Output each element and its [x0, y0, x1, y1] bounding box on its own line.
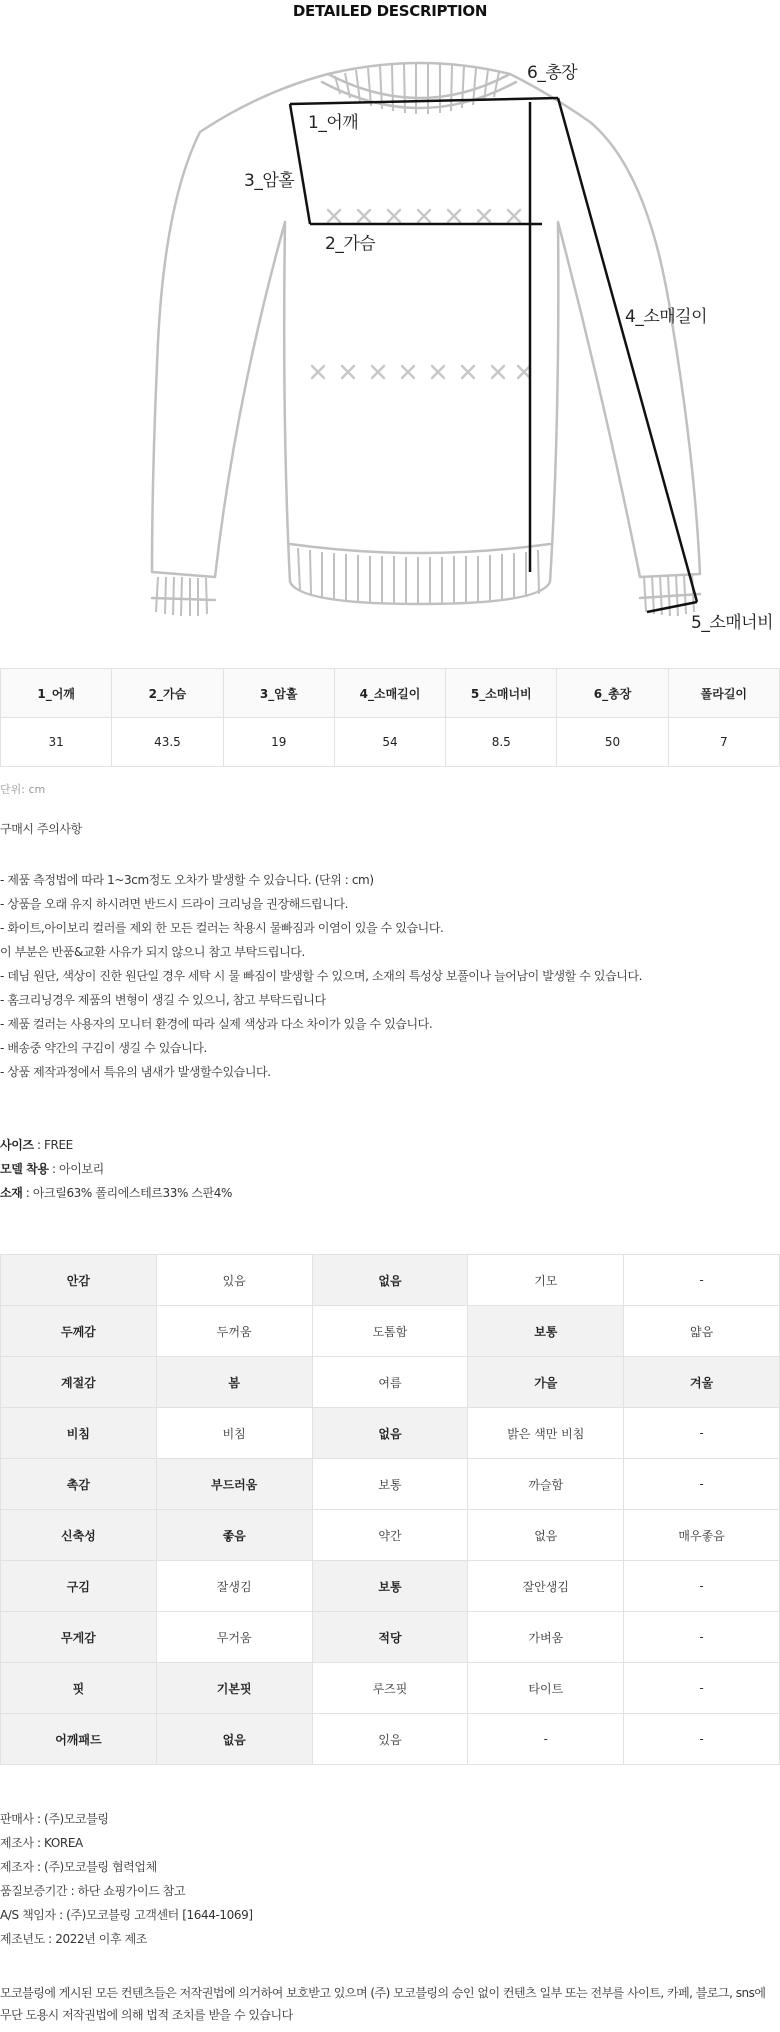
spec-material-value: : 아크릴63% 폴리에스테르33% 스판4%: [22, 1186, 232, 1200]
seller-line: A/S 책임자 : (주)모코블링 고객센터 [1644-1069]: [0, 1908, 253, 1922]
attribute-option: -: [624, 1612, 780, 1663]
size-value-cell: 7: [668, 718, 779, 767]
attribute-name: 무게감: [1, 1612, 157, 1663]
sweater-illustration: [0, 22, 780, 657]
attribute-option: -: [624, 1663, 780, 1714]
size-value-cell: 31: [1, 718, 112, 767]
copyright-line: 무단 도용시 저작권법에 의해 법적 조치를 받을 수 있습니다: [0, 2008, 293, 2022]
attribute-name: 비침: [1, 1408, 157, 1459]
attribute-option: 가을: [468, 1357, 624, 1408]
size-value-cell: 50: [557, 718, 668, 767]
notice-line: - 상품을 오래 유지 하시려면 반드시 드라이 크리닝을 권장해드립니다.: [0, 897, 349, 911]
size-value-cell: 43.5: [112, 718, 223, 767]
armhole-line: [290, 104, 310, 224]
attribute-option: 루즈핏: [312, 1663, 468, 1714]
attribute-name: 신축성: [1, 1510, 157, 1561]
attribute-option: 까슬함: [468, 1459, 624, 1510]
attribute-option: 매우좋음: [624, 1510, 780, 1561]
copyright-notice: [0, 1982, 780, 2026]
attribute-option: -: [624, 1255, 780, 1306]
seller-line: 판매사 : (주)모코블링: [0, 1812, 109, 1826]
attribute-option: 없음: [156, 1714, 312, 1765]
attribute-row: [1, 1510, 780, 1561]
attribute-option: 잘생김: [156, 1561, 312, 1612]
seller-line: 품질보증기간 : 하단 쇼핑가이드 참고: [0, 1884, 186, 1898]
hem-band: [290, 544, 550, 553]
label-shoulder: 1_어깨: [308, 113, 359, 133]
sweater-body-outline: [152, 74, 700, 604]
measurement-lines: [290, 98, 697, 612]
section-title: DETAILED DESCRIPTION: [292, 2, 488, 20]
copyright-line: 모코블링에 게시된 모든 컨텐츠들은 저작권법에 의거하여 보호받고 있으며 (주) 모코블링의 승인 없이 컨텐츠 일부 또는 전부를 사이트, 카페, 블로그, sns에: [0, 1986, 766, 2000]
measurement-diagram: [0, 22, 780, 657]
size-value-cell: 19: [223, 718, 334, 767]
attribute-row: [1, 1408, 780, 1459]
attribute-row: [1, 1561, 780, 1612]
attribute-table: [0, 1254, 780, 1765]
attribute-option: 보통: [468, 1306, 624, 1357]
seller-line: 제조년도 : 2022년 이후 제조: [0, 1932, 147, 1946]
attribute-option: 얇음: [624, 1306, 780, 1357]
size-table: [0, 668, 780, 767]
label-sleeve-length: 4_소매길이: [625, 307, 708, 327]
attribute-option: 타이트: [468, 1663, 624, 1714]
unit-note: 단위: cm: [0, 783, 46, 796]
attribute-option: 없음: [312, 1408, 468, 1459]
spec-material-label: 소재: [0, 1186, 23, 1200]
attribute-row: [1, 1306, 780, 1357]
spec-model: [0, 1157, 232, 1181]
attribute-option: 두꺼움: [156, 1306, 312, 1357]
attribute-option: -: [468, 1714, 624, 1765]
notice-line: 이 부분은 반품&교환 사유가 되지 않으니 참고 부탁드립니다.: [0, 945, 305, 959]
notice-line: - 제품 컬러는 사용자의 모니터 환경에 따라 실제 색상과 다소 차이가 있을 수 있습니다.: [0, 1017, 433, 1031]
attribute-option: -: [624, 1561, 780, 1612]
notice-line: - 홈크리닝경우 제품의 변형이 생길 수 있으니, 참고 부탁드립니다: [0, 993, 326, 1007]
attribute-option: 겨울: [624, 1357, 780, 1408]
spec-model-value: : 아이보리: [48, 1162, 104, 1176]
attribute-option: 무거움: [156, 1612, 312, 1663]
notice-line: - 배송중 약간의 구김이 생길 수 있습니다.: [0, 1041, 207, 1055]
size-value-cell: 54: [334, 718, 445, 767]
product-spec: [0, 1133, 232, 1205]
label-sleeve-width: 5_소매너비: [691, 613, 774, 633]
spec-size-value: : FREE: [33, 1138, 73, 1152]
notice-line: - 데님 원단, 색상이 진한 원단일 경우 세탁 시 물 빠짐이 발생할 수 있으며, 소재의 특성상 보풀이나 늘어남이 발생할 수 있습니다.: [0, 969, 643, 983]
spec-size-label: 사이즈: [0, 1138, 34, 1152]
notice-line: - 제품 측정법에 따라 1~3cm정도 오차가 발생할 수 있습니다. (단위 : cm): [0, 873, 374, 887]
attribute-option: 보통: [312, 1459, 468, 1510]
attribute-option: 도톰함: [312, 1306, 468, 1357]
attribute-option: 밝은 색만 비침: [468, 1408, 624, 1459]
attribute-name: 안감: [1, 1255, 157, 1306]
attribute-row: [1, 1459, 780, 1510]
attribute-option: 적당: [312, 1612, 468, 1663]
notice-heading: 구매시 주의사항: [0, 822, 82, 836]
attribute-name: 어깨패드: [1, 1714, 157, 1765]
purchase-notice: [0, 820, 780, 1084]
attribute-name: 구김: [1, 1561, 157, 1612]
spec-size: [0, 1133, 232, 1157]
attribute-row: [1, 1357, 780, 1408]
attribute-option: 있음: [156, 1255, 312, 1306]
left-cuff: [152, 598, 215, 600]
attribute-row: [1, 1714, 780, 1765]
notice-line: - 상품 제작과정에서 특유의 냄새가 발생할수있습니다.: [0, 1065, 271, 1079]
attribute-option: 기본핏: [156, 1663, 312, 1714]
attribute-name: 계절감: [1, 1357, 157, 1408]
notice-line: - 화이트,아이보리 컬러를 제외 한 모든 컬러는 착용시 물빠짐과 이염이 있을 수 있습니다.: [0, 921, 444, 935]
attribute-row: [1, 1255, 780, 1306]
attribute-option: 비침: [156, 1408, 312, 1459]
size-table-header: [1, 669, 780, 718]
attribute-option: 잘안생김: [468, 1561, 624, 1612]
attribute-row: [1, 1663, 780, 1714]
size-table-row: [1, 718, 780, 767]
label-chest: 2_가슴: [325, 234, 376, 254]
spec-model-label: 모델 착용: [0, 1162, 49, 1176]
size-header-cell: 3_암홀: [223, 669, 334, 718]
size-header-cell: 1_어깨: [1, 669, 112, 718]
attribute-row: [1, 1612, 780, 1663]
size-header-cell: 4_소매길이: [334, 669, 445, 718]
size-header-cell: 2_가슴: [112, 669, 223, 718]
attribute-option: 보통: [312, 1561, 468, 1612]
size-value-cell: 8.5: [446, 718, 557, 767]
size-header-cell: 6_총장: [557, 669, 668, 718]
attribute-option: 여름: [312, 1357, 468, 1408]
attribute-name: 촉감: [1, 1459, 157, 1510]
attribute-option: 있음: [312, 1714, 468, 1765]
label-armhole: 3_암홀: [244, 171, 295, 191]
attribute-option: -: [624, 1408, 780, 1459]
seller-info: [0, 1807, 253, 1951]
size-header-cell: 5_소매너비: [446, 669, 557, 718]
label-total-length: 6_총장: [527, 63, 578, 83]
attribute-option: -: [624, 1714, 780, 1765]
seller-line: 제조자 : (주)모코블링 협력업체: [0, 1860, 157, 1874]
attribute-name: 핏: [1, 1663, 157, 1714]
spec-material: [0, 1181, 232, 1205]
attribute-option: 없음: [312, 1255, 468, 1306]
attribute-name: 두께감: [1, 1306, 157, 1357]
attribute-option: 좋음: [156, 1510, 312, 1561]
attribute-option: -: [624, 1459, 780, 1510]
size-header-cell: 폴라길이: [668, 669, 779, 718]
attribute-option: 부드러움: [156, 1459, 312, 1510]
attribute-option: 약간: [312, 1510, 468, 1561]
attribute-option: 가벼움: [468, 1612, 624, 1663]
attribute-option: 봄: [156, 1357, 312, 1408]
attribute-option: 없음: [468, 1510, 624, 1561]
seller-line: 제조사 : KOREA: [0, 1836, 83, 1850]
attribute-option: 기모: [468, 1255, 624, 1306]
